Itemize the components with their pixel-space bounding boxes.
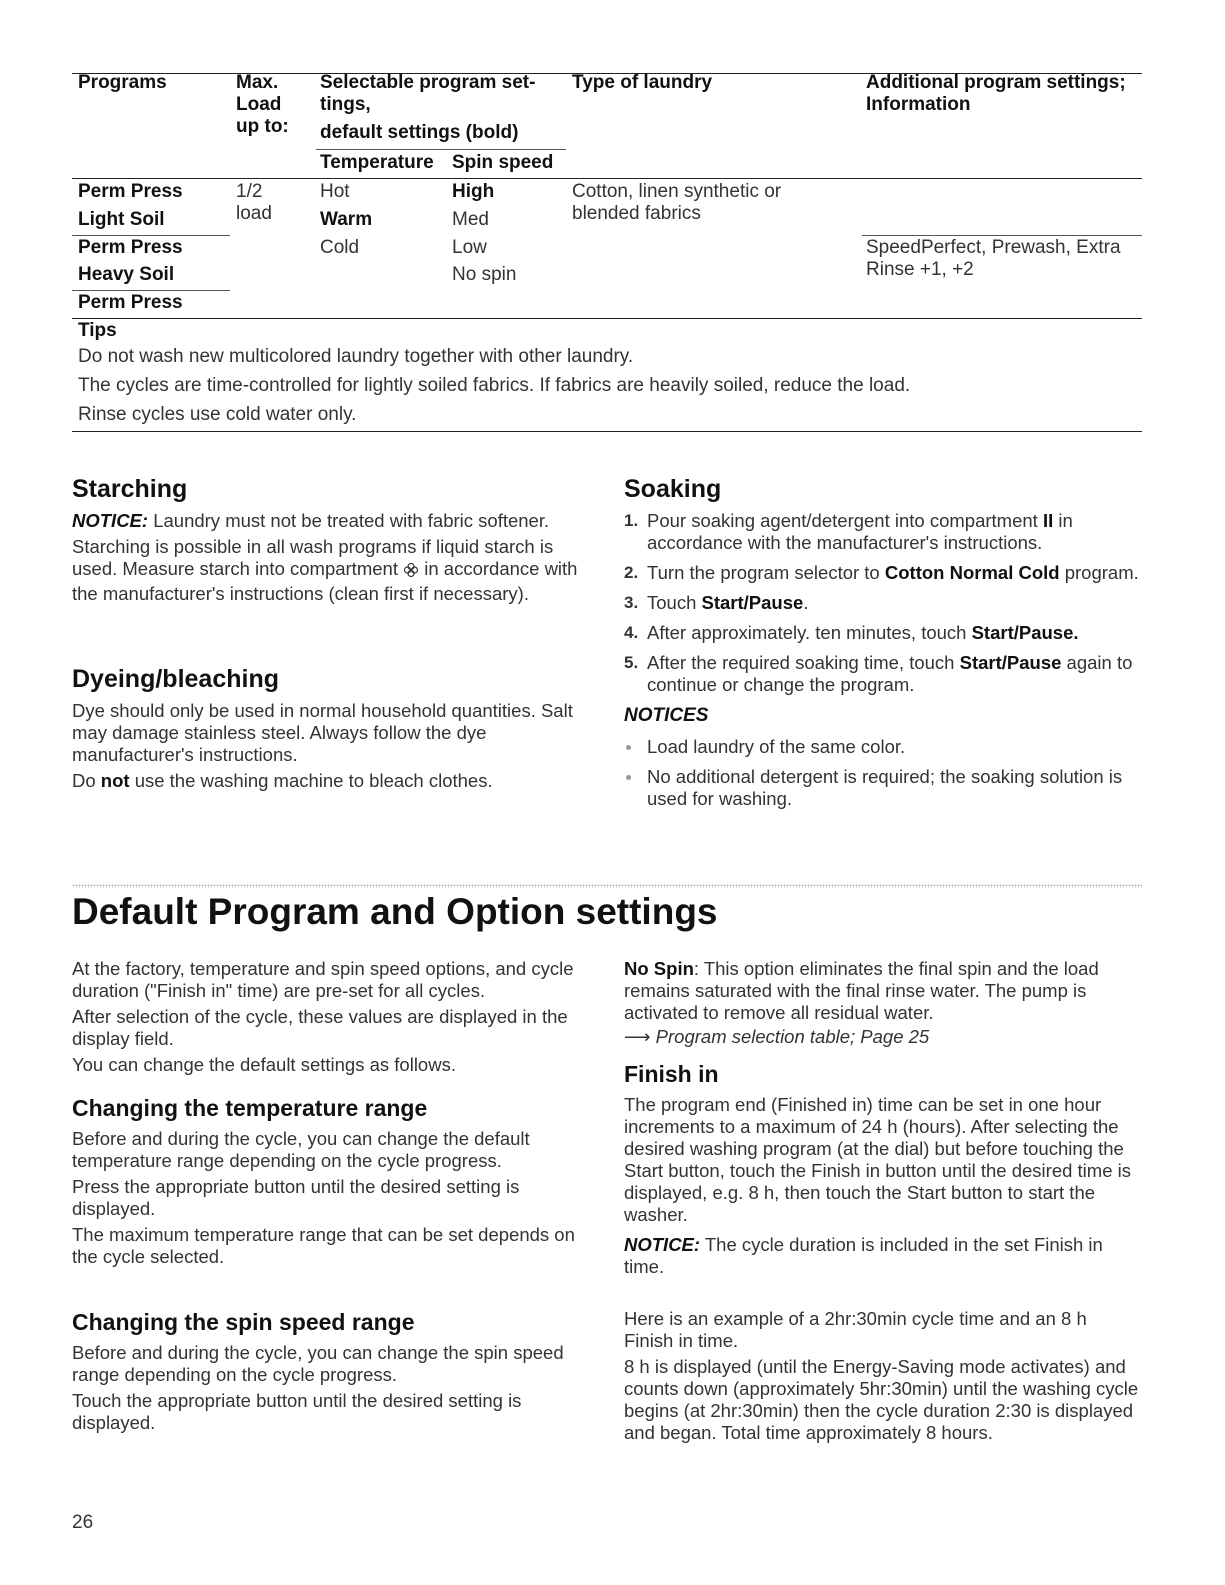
page-number: 26 <box>72 1512 94 1533</box>
step-bold: Start/Pause <box>959 652 1062 673</box>
section-title: Default Program and Option settings <box>72 891 718 932</box>
arrow-right-icon: ⟶ <box>624 1026 651 1047</box>
subheader-rule <box>316 149 566 150</box>
dyeing-warning <box>72 770 587 792</box>
step-text: After approximately. ten minutes, touch <box>647 622 972 643</box>
soaking-step <box>624 562 1139 584</box>
no-spin-text: : This option eliminates the final spin and the load remains saturated with the final rinse water. The pump is activated to remove all residual water. <box>624 958 1099 1023</box>
temperature-option: Cold <box>320 237 360 258</box>
notice-item <box>624 766 1139 810</box>
row-rule <box>862 235 1142 236</box>
step-text: Pour soaking agent/detergent into compartment <box>647 510 1043 531</box>
step-text-post: again to continue or change the program. <box>647 652 1133 695</box>
soaking-step <box>624 622 1139 644</box>
finish-in-paragraph: The program end (Finished in) time can be set in one hour increments to a maximum of 24 h (hours). After selecting the desired washing program (at the dial) but before touching the Start button, touch the Finish in button until the desired time is displayed, e.g. 8 h, then touch the Start button to start the washer. <box>624 1094 1131 1225</box>
finish-in-notice <box>624 1234 1139 1278</box>
dyeing-warning-pre: Do <box>72 770 101 791</box>
soaking-title: Soaking <box>624 475 722 503</box>
dyeing-paragraph: Dye should only be used in normal household quantities. Salt may damage stainless steel. Always follow the dye manufacturer's instructions. <box>72 700 573 765</box>
header-bottom-rule <box>72 178 1142 179</box>
tip-text: Do not wash new multicolored laundry together with other laundry. <box>78 346 634 367</box>
spin-paragraph: Before and during the cycle, you can change the spin speed range depending on the cycle progress. <box>72 1342 564 1385</box>
max-load-value: 1/2 <box>236 181 263 202</box>
starching-paragraph <box>72 536 587 605</box>
intro-paragraph: After selection of the cycle, these values are displayed in the display field. <box>72 1006 568 1049</box>
header-selectable-3: default settings (bold) <box>320 122 519 143</box>
flower-compartment-icon <box>403 561 419 583</box>
step-text-post: in accordance with the manufacturer's instructions. <box>647 510 1073 553</box>
row-rule <box>72 235 230 236</box>
dyeing-title: Dyeing/bleaching <box>72 665 279 693</box>
spin-paragraph: Touch the appropriate button until the desired setting is displayed. <box>72 1390 522 1433</box>
step-text-post: . <box>803 592 809 613</box>
soaking-notices-label: NOTICES <box>624 705 709 726</box>
program-name: Perm Press <box>78 181 183 202</box>
notice-item-text: No additional detergent is required; the soaking solution is used for washing. <box>647 766 1123 809</box>
header-programs: Programs <box>78 72 167 93</box>
step-text: After the required soaking time, touch <box>647 652 960 673</box>
program-table-reference <box>624 1026 1139 1048</box>
header-additional-1: Additional program settings; <box>866 72 1126 93</box>
tips-top-rule <box>72 318 1142 319</box>
spin-option: No spin <box>452 264 517 285</box>
step-text: Turn the program selector to <box>647 562 885 583</box>
header-type-of-laundry: Type of laundry <box>572 72 713 93</box>
step-number: 2. <box>624 563 639 582</box>
starching-notice <box>72 510 587 532</box>
example-paragraph: Here is an example of a 2hr:30min cycle time and an 8 h Finish in time. <box>624 1308 1087 1351</box>
tip-text: Rinse cycles use cold water only. <box>78 404 357 425</box>
step-number: 4. <box>624 623 639 642</box>
intro-paragraph: At the factory, temperature and spin speed options, and cycle duration ("Finish in" time) are pre-set for all cycles. <box>72 958 574 1001</box>
tips-label: Tips <box>78 320 117 341</box>
table-bottom-rule <box>72 431 1142 432</box>
notice-item <box>624 736 1139 758</box>
no-spin-paragraph <box>624 958 1139 1024</box>
default-right-column <box>624 958 1139 1444</box>
intro-paragraph: You can change the default settings as follows. <box>72 1054 456 1075</box>
temperature-paragraph: Before and during the cycle, you can change the default temperature range depending on the cycle progress. <box>72 1128 530 1171</box>
notice-text: The cycle duration is included in the set Finish in time. <box>624 1234 1103 1277</box>
header-selectable-2: tings, <box>320 94 371 115</box>
reference-text: Program selection table; Page 25 <box>655 1026 930 1047</box>
header-temperature: Temperature <box>320 152 434 173</box>
example-paragraph: 8 h is displayed (until the Energy-Saving mode activates) and counts down (approximately 5hr:30min) until the washing cycle begins (at 2hr:30min) then the cycle duration 2:30 is displayed and began. Total time approximately 8 hours. <box>624 1356 1139 1443</box>
finish-in-title: Finish in <box>624 1061 719 1087</box>
additional-info: SpeedPerfect, Prewash, Extra <box>866 237 1121 258</box>
step-number: 3. <box>624 593 639 612</box>
temperature-paragraph: The maximum temperature range that can be set depends on the cycle selected. <box>72 1224 575 1267</box>
starching-text-rest: in accordance with the manufacturer's instructions (clean first if necessary). <box>72 558 578 604</box>
starching-section <box>72 474 587 605</box>
header-selectable-1: Selectable program set- <box>320 72 536 93</box>
program-name: Light Soil <box>78 209 165 230</box>
tip-text: The cycles are time-controlled for lightly soiled fabrics. If fabrics are heavily soiled, reduce the load. <box>78 375 911 396</box>
step-bold: Cotton Normal Cold <box>884 562 1060 583</box>
bullet-icon <box>626 745 631 750</box>
additional-info: Rinse +1, +2 <box>866 259 974 280</box>
notice-label: NOTICE: <box>72 510 149 531</box>
soaking-steps <box>624 510 1139 696</box>
spin-option-default: High <box>452 181 495 202</box>
step-number: 5. <box>624 653 639 672</box>
step-bold: II <box>1042 510 1054 531</box>
laundry-type: blended fabrics <box>572 203 701 224</box>
header-additional-2: Information <box>866 94 971 115</box>
bullet-icon <box>626 775 631 780</box>
dyeing-section <box>72 664 587 792</box>
dyeing-warning-post: use the washing machine to bleach clothes. <box>129 770 493 791</box>
step-bold: Start/Pause. <box>971 622 1079 643</box>
temperature-range-title: Changing the temperature range <box>72 1095 428 1121</box>
notice-label: NOTICE: <box>624 1234 701 1255</box>
spin-range-title: Changing the spin speed range <box>72 1309 415 1335</box>
spin-option: Low <box>452 237 487 258</box>
starching-text: Starching is possible in all wash programs if liquid starch is used. Measure starch into compartment <box>72 536 554 579</box>
temperature-paragraph: Press the appropriate button until the desired setting is displayed. <box>72 1176 520 1219</box>
laundry-type: Cotton, linen synthetic or <box>572 181 782 202</box>
soaking-step <box>624 592 1139 614</box>
soaking-step <box>624 510 1139 554</box>
temperature-option-default: Warm <box>320 209 373 230</box>
default-left-column <box>72 958 587 1434</box>
row-rule <box>72 290 230 291</box>
notice-item-text: Load laundry of the same color. <box>647 736 906 757</box>
dyeing-warning-bold: not <box>100 770 130 791</box>
max-load-value: load <box>236 203 272 224</box>
soaking-section <box>624 474 1139 810</box>
notice-text: Laundry must not be treated with fabric softener. <box>148 510 550 531</box>
temperature-option: Hot <box>320 181 350 202</box>
header-max-load-2: Load <box>236 94 282 115</box>
step-number: 1. <box>624 511 639 530</box>
program-name: Heavy Soil <box>78 264 175 285</box>
program-name: Perm Press <box>78 237 183 258</box>
header-max-load-3: up to: <box>236 116 289 137</box>
step-bold: Start/Pause <box>701 592 804 613</box>
step-text-post: program. <box>1059 562 1139 583</box>
no-spin-label: No Spin <box>624 958 694 979</box>
header-spin-speed: Spin speed <box>452 152 554 173</box>
header-max-load-1: Max. <box>236 72 279 93</box>
section-divider <box>72 884 1142 888</box>
spin-option: Med <box>452 209 489 230</box>
step-text: Touch <box>647 592 702 613</box>
soaking-step <box>624 652 1139 696</box>
starching-title: Starching <box>72 475 188 503</box>
program-name: Perm Press <box>78 292 183 313</box>
